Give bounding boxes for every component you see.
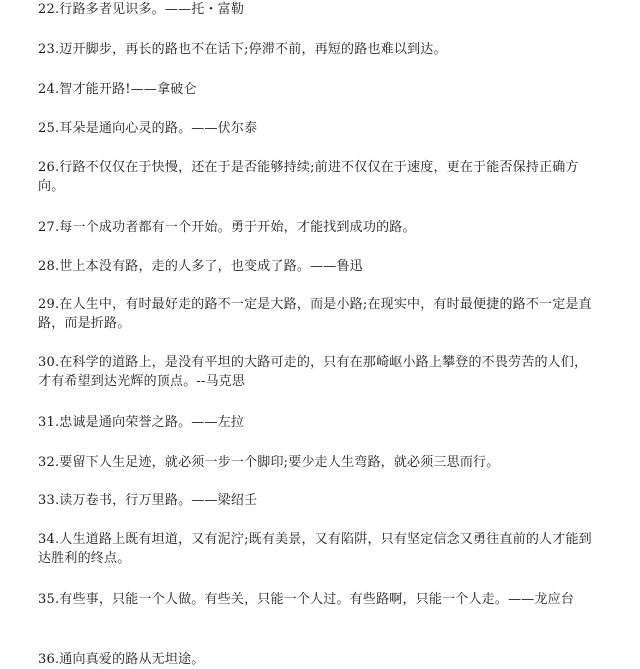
quote-30: 30.在科学的道路上，是没有平坦的大路可走的，只有在那崎岖小路上攀登的不畏劳苦的人们，才有希望到达光辉的顶点。--马克思 — [38, 355, 588, 389]
quote-27: 27.每一个成功者都有一个开始。勇于开始，才能找到成功的路。 — [38, 220, 416, 235]
quote-34: 34.人生道路上既有坦道，又有泥泞;既有美景，又有陷阱，只有坚定信念又勇往直前的人才能到达胜利的终点。 — [38, 532, 592, 566]
quote-24: 24.智才能开路!——拿破仑 — [38, 82, 197, 97]
quote-31: 31.忠诚是通向荣誉之路。——左拉 — [38, 415, 245, 430]
quote-33: 33.读万卷书，行万里路。——梁绍壬 — [38, 493, 258, 508]
quote-23: 23.迈开脚步，再长的路也不在话下;停滞不前，再短的路也难以到达。 — [38, 42, 447, 57]
quote-29: 29.在人生中，有时最好走的路不一定是大路，而是小路;在现实中，有时最便捷的路不一定是直路，而是折路。 — [38, 297, 592, 331]
quote-35: 35.有些事，只能一个人做。有些关，只能一个人过。有些路啊，只能一个人走。——龙应台 — [38, 592, 575, 607]
quote-26: 26.行路不仅仅在于快慢，还在于是否能够持续;前进不仅仅在于速度，更在于能否保持正确方向。 — [38, 160, 579, 194]
quote-36: 36.通向真爱的路从无坦途。 — [38, 652, 205, 667]
quote-32: 32.要留下人生足迹，就必须一步一个脚印;要少走人生弯路，就必须三思而行。 — [38, 455, 500, 470]
quote-25: 25.耳朵是通向心灵的路。——伏尔泰 — [38, 121, 258, 136]
quote-28: 28.世上本没有路，走的人多了，也变成了路。——鲁迅 — [38, 259, 363, 274]
quote-22: 22.行路多者见识多。——托・富勒 — [38, 2, 245, 17]
